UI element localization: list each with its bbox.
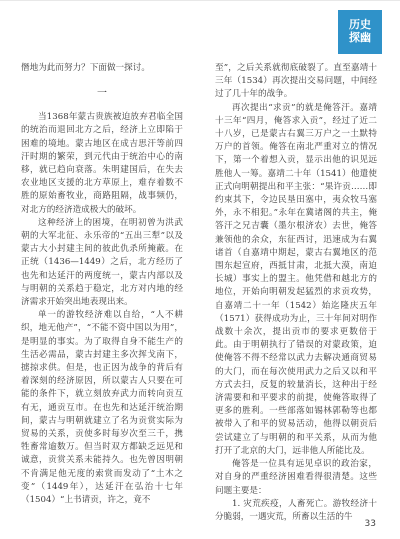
left-column bbox=[21, 62, 183, 507]
right-paragraph-2: 再次提出“求贡”的就是俺答汗。嘉靖十三年“四月，俺答求入贡”，经过了近二十八岁，已是蒙古右翼三万户之一土默特万户的首领。俺答在南北严重对立的情况下，第一个着想入贡，显示出他的识见远胜他人一筹。嘉靖二十年（1541）他遣使正式向明朝提出和平主张：“果许贡……即约束其下，令边民垦田塞中，夷众牧马塞外，永不相犯。”永年在冀诸阁的共主，俺答汗之兄吉囊（墨尔根济农）去世，俺答兼领他的余众，东征西讨，迅速成为右翼诸首（自嘉靖中期起，蒙古右翼地区的范围东起宣府，西抵甘肃，北抵大漠，南迫长城）事实上的盟主。他凭借和越北方的地位，开始向明朝发起猛烈的求贡攻势，自嘉靖二十一年（1542）始迄隆庆五年（1571）获得成功为止，三十年间对明作战数十余次，提出贡市的要求更数倍于此。由于明朝执行了错误的对蒙政策，迫使俺答不得不经常以武力去解决通商贸易的大门，而在每次使用武力之后又以和平方式去扫，反复的较量消长，这种出于经济需要和和平要求的前提，使俺答取得了更多的胜利。一些部落如锡林郭勒等也都被带入了和平的贸易活动，他得以朝贡后尝试建立了与明朝的和平关系，从而为他打开了北京的大门，远非他人所能比及。 bbox=[215, 102, 377, 456]
right-paragraph-1: 至”，之后关系就彻底破裂了。直至嘉靖十三年（1534）再次提出交易问题，中间经过了几十年的战争。 bbox=[215, 63, 377, 100]
section-number: 一 bbox=[97, 88, 107, 100]
page-number: 33 bbox=[364, 519, 376, 529]
right-paragraph-3: 俺答是一位具有远见卓识的政治家，对自身的严重经济困难看得很清楚。这些问题主要是： bbox=[215, 459, 377, 496]
right-paragraph-4: 1. 灾荒疾疫，人畜死亡。游牧经济十分脆弱，一遇灾荒，所畜以生活的牛 bbox=[215, 498, 377, 522]
left-paragraph-1: 当1368年蒙古贵族被迫放弃君临全国的统治而退回北方之后，经济上立即陷于困难的境地。蒙古地区在成吉思汗等前四汗时期的繁荣，到元代由于统治中心的南移，就已趋向衰落。朱明建国后，在失去农业地区支援的北方草原上，难存着数不胜的原始畜牧业，商路阻隔，战事频仍，对北方的经济造成极大的破坏。 bbox=[21, 112, 183, 215]
section-badge-line2: 探幽 bbox=[349, 31, 371, 44]
left-paragraph-3: 单一的游牧经济难以自给，“人不耕织，地无他产”，“不能不资中国以为用”，是明显的事实。为了取得自身不能生产的生活必需品，蒙古封建主多次挥戈南下，掳掠求供。但是，也正因为战争的背后有着深刻的经济原因，所以蒙古人只要在可能的条件下，就立刻放弃武力而转向贡互有无，通贡互市。在也先和达延汗统治期间，蒙古与明朝就建立了名为贡赏实际为贸易的关系，贡使多时每岁次至三千，携牲畜常逾数万。但当时双方都缺乏远见和诚意，贡赏关系未能持久。也先曾因明朝不肯满足他无度的索赏而发动了“土木之变”（1449年），达延汗在弘治十七年（1504）“上书请贡，许之，竟不 bbox=[21, 310, 183, 506]
opening-line: 僭地为此而努力？下面做一探讨。 bbox=[21, 63, 150, 73]
section-badge-line1: 历史 bbox=[349, 18, 371, 32]
right-column bbox=[215, 62, 377, 524]
left-paragraph-2: 这种经济上的困境，在明初曾为洪武朝的大军北征、永乐帝的“五出三犁”以及蒙古大小封建主间的彼此仇杀所掩蔽。在正统（1436—1449）之后，北方经历了也先和达延汗的两度统一，蒙古内部以及与明朝的关系趋于稳定，北方对内地的经济需求开始突出地表现出来。 bbox=[21, 217, 183, 308]
section-badge bbox=[338, 10, 382, 54]
page-top-line bbox=[0, 0, 400, 1]
